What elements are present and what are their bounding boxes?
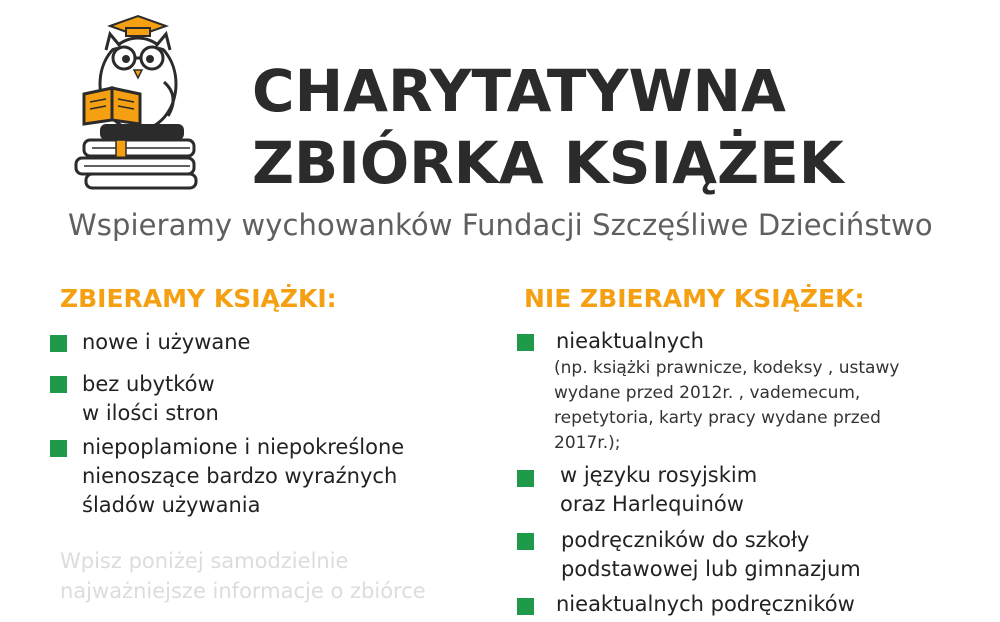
owl-books-logo-icon [72, 12, 222, 192]
list-item-text: nienoszące bardzo wyraźnych [82, 464, 398, 488]
list-item-text: nowe i używane [82, 330, 251, 354]
list-item-note: repetytoria, karty pracy wydane przed [554, 408, 881, 428]
list-item-note: (np. książki prawnicze, kodeksy , ustawy [554, 358, 900, 378]
not-collect-heading: NIE ZBIERAMY KSIĄŻEK: [524, 284, 865, 313]
list-item-text: niepoplamione i niepokreślone [82, 435, 405, 459]
placeholder-text [60, 546, 426, 606]
green-square-bullet-icon [517, 533, 534, 550]
list-item-text: podstawowej lub gimnazjum [561, 557, 861, 581]
green-square-bullet-icon [50, 440, 67, 457]
green-square-bullet-icon [517, 334, 534, 351]
green-square-bullet-icon [50, 376, 67, 393]
list-item-text: w języku rosyjskim [560, 463, 758, 487]
list-item-text: oraz Harlequinów [560, 492, 744, 516]
title-line-1: CHARYTATYWNA [252, 57, 786, 125]
placeholder-line: najważniejsze informacje o zbiórce [60, 579, 426, 603]
subtitle: Wspieramy wychowanków Fundacji Szczęśliwe Dzieciństwo [68, 208, 933, 242]
list-item-text: śladów używania [82, 493, 261, 517]
list-item-text: bez ubytków [82, 372, 215, 396]
title-line-2: ZBIÓRKA KSIĄŻEK [252, 129, 844, 197]
green-square-bullet-icon [50, 335, 67, 352]
list-item-note: 2017r.); [554, 433, 621, 453]
list-item-text: w ilości stron [82, 401, 219, 425]
collect-heading: ZBIERAMY KSIĄŻKI: [60, 284, 337, 313]
placeholder-line: Wpisz poniżej samodzielnie [60, 549, 349, 573]
green-square-bullet-icon [517, 470, 534, 487]
list-item-text: nieaktualnych [556, 329, 704, 353]
list-item-note: wydane przed 2012r. , vademecum, [554, 383, 861, 403]
list-item-text: nieaktualnych podręczników [556, 592, 855, 616]
list-item-text: podręczników do szkoły [561, 528, 810, 552]
green-square-bullet-icon [517, 598, 534, 615]
